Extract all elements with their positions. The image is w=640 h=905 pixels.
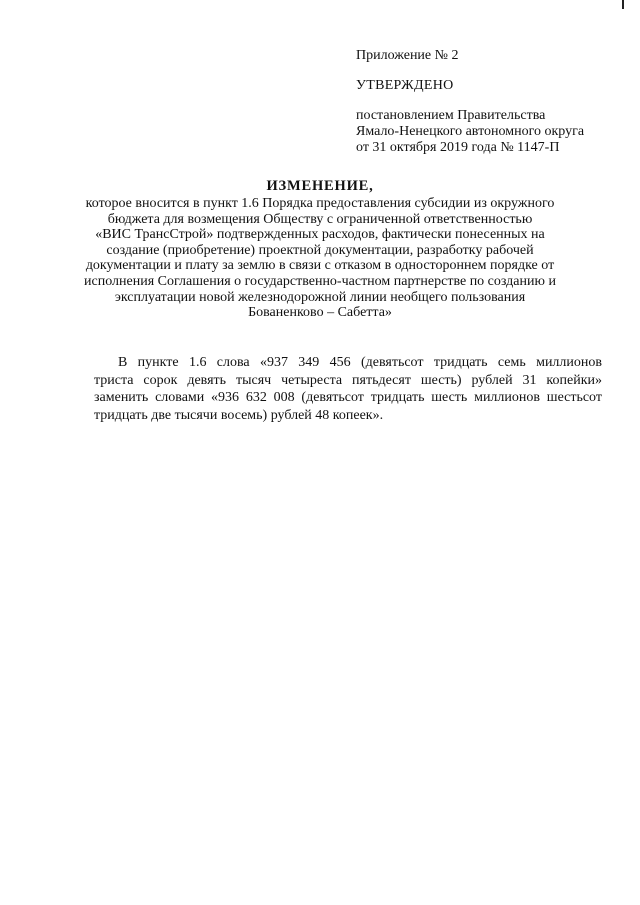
subtitle-line: документации и плату за землю в связи с отказом в одностороннем порядке от (85, 258, 555, 274)
subtitle-line: исполнения Соглашения о государственно-частном партнерстве по созданию и (84, 273, 556, 289)
amendment-paragraph (94, 354, 602, 424)
subtitle-line: Бованенково – Сабетта» (248, 305, 392, 321)
document-title: ИЗМЕНЕНИЕ, (266, 178, 374, 194)
paragraph-line: тридцать две тысячи восемь) рублей 48 копеек». (94, 407, 384, 423)
approval-header (356, 48, 626, 156)
subtitle-line: эксплуатации новой железнодорожной линии необщего пользования (114, 289, 526, 305)
decree-line: от 31 октября 2019 года № 1147-П (356, 140, 560, 155)
subtitle-line: создание (приобретение) проектной документации, разработку рабочей (106, 242, 534, 258)
paragraph-line: В пункте 1.6 слова «937 349 456 (девятьсот тридцать семь миллионов (118, 355, 602, 370)
subtitle-line: бюджета для возмещения Обществу с ограниченной ответственностью (107, 211, 533, 227)
decree-reference (356, 108, 626, 156)
scan-corner-mark (622, 0, 624, 9)
document-subtitle (80, 196, 560, 321)
approved-stamp-text: УТВЕРЖДЕНО (356, 78, 454, 93)
subtitle-line: которое вносится в пункт 1.6 Порядка предоставления субсидии из окружного (85, 196, 555, 211)
appendix-number: Приложение № 2 (356, 48, 459, 63)
paragraph-line: триста сорок девять тысяч четыреста пятьдесят шесть) рублей 31 копейки» (94, 372, 602, 388)
subtitle-line: «ВИС ТрансСтрой» подтвержденных расходов, фактически понесенных на (95, 227, 545, 243)
paragraph-line: заменить словами «936 632 008 (девятьсот тридцать шесть миллионов шестьсот (94, 390, 602, 405)
decree-line: Ямало-Ненецкого автономного округа (356, 124, 585, 139)
decree-line: постановлением Правительства (356, 108, 546, 123)
